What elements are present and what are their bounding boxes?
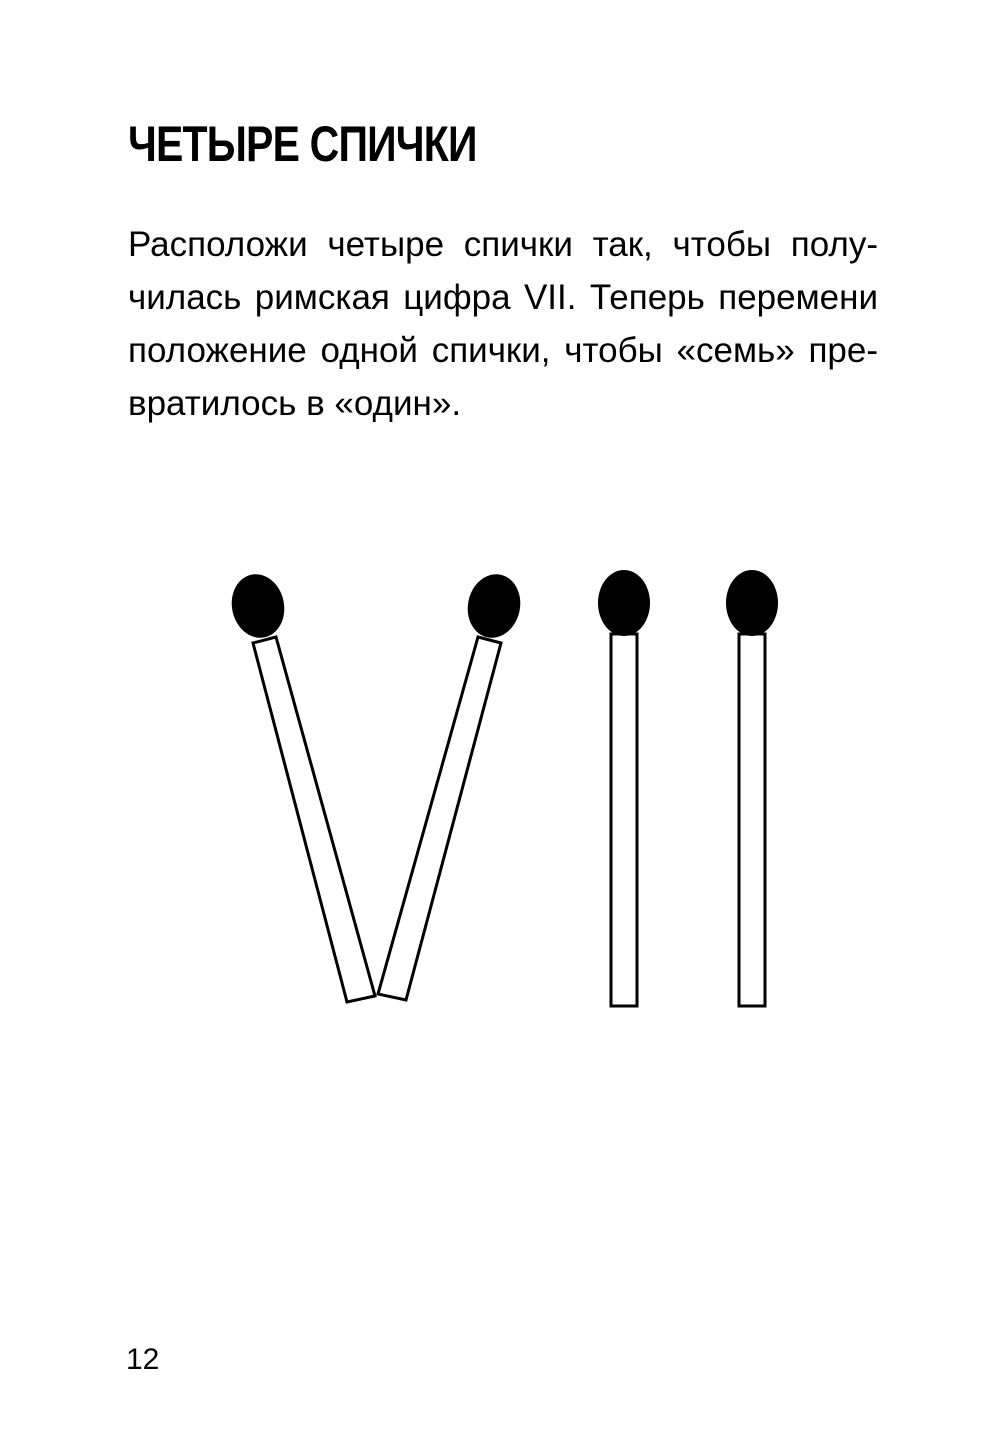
page-title: ЧЕТЫРЕ СПИЧКИ: [128, 116, 477, 172]
match-left-slanted: [226, 569, 375, 1002]
match-head: [226, 569, 290, 642]
match-stick: [253, 637, 375, 1002]
page-number: 12: [126, 1343, 160, 1376]
task-text-line: положение одной спички, чтобы «семь» пре-: [128, 331, 878, 370]
match-stick: [378, 637, 501, 1000]
match-head: [726, 570, 778, 636]
match-right-slanted: [378, 569, 526, 1000]
task-text: [128, 218, 878, 430]
task-text-line: чилась римская цифра VII. Теперь перемени: [128, 278, 878, 317]
match-vertical-1: [598, 570, 650, 1006]
task-text-line: вратилось в «один».: [128, 384, 462, 423]
match-head: [462, 569, 526, 642]
match-stick: [739, 634, 765, 1006]
match-stick: [611, 634, 637, 1006]
task-text-line: Расположи четыре спички так, чтобы полу-: [128, 225, 878, 264]
match-vertical-2: [726, 570, 778, 1006]
match-head: [598, 570, 650, 636]
